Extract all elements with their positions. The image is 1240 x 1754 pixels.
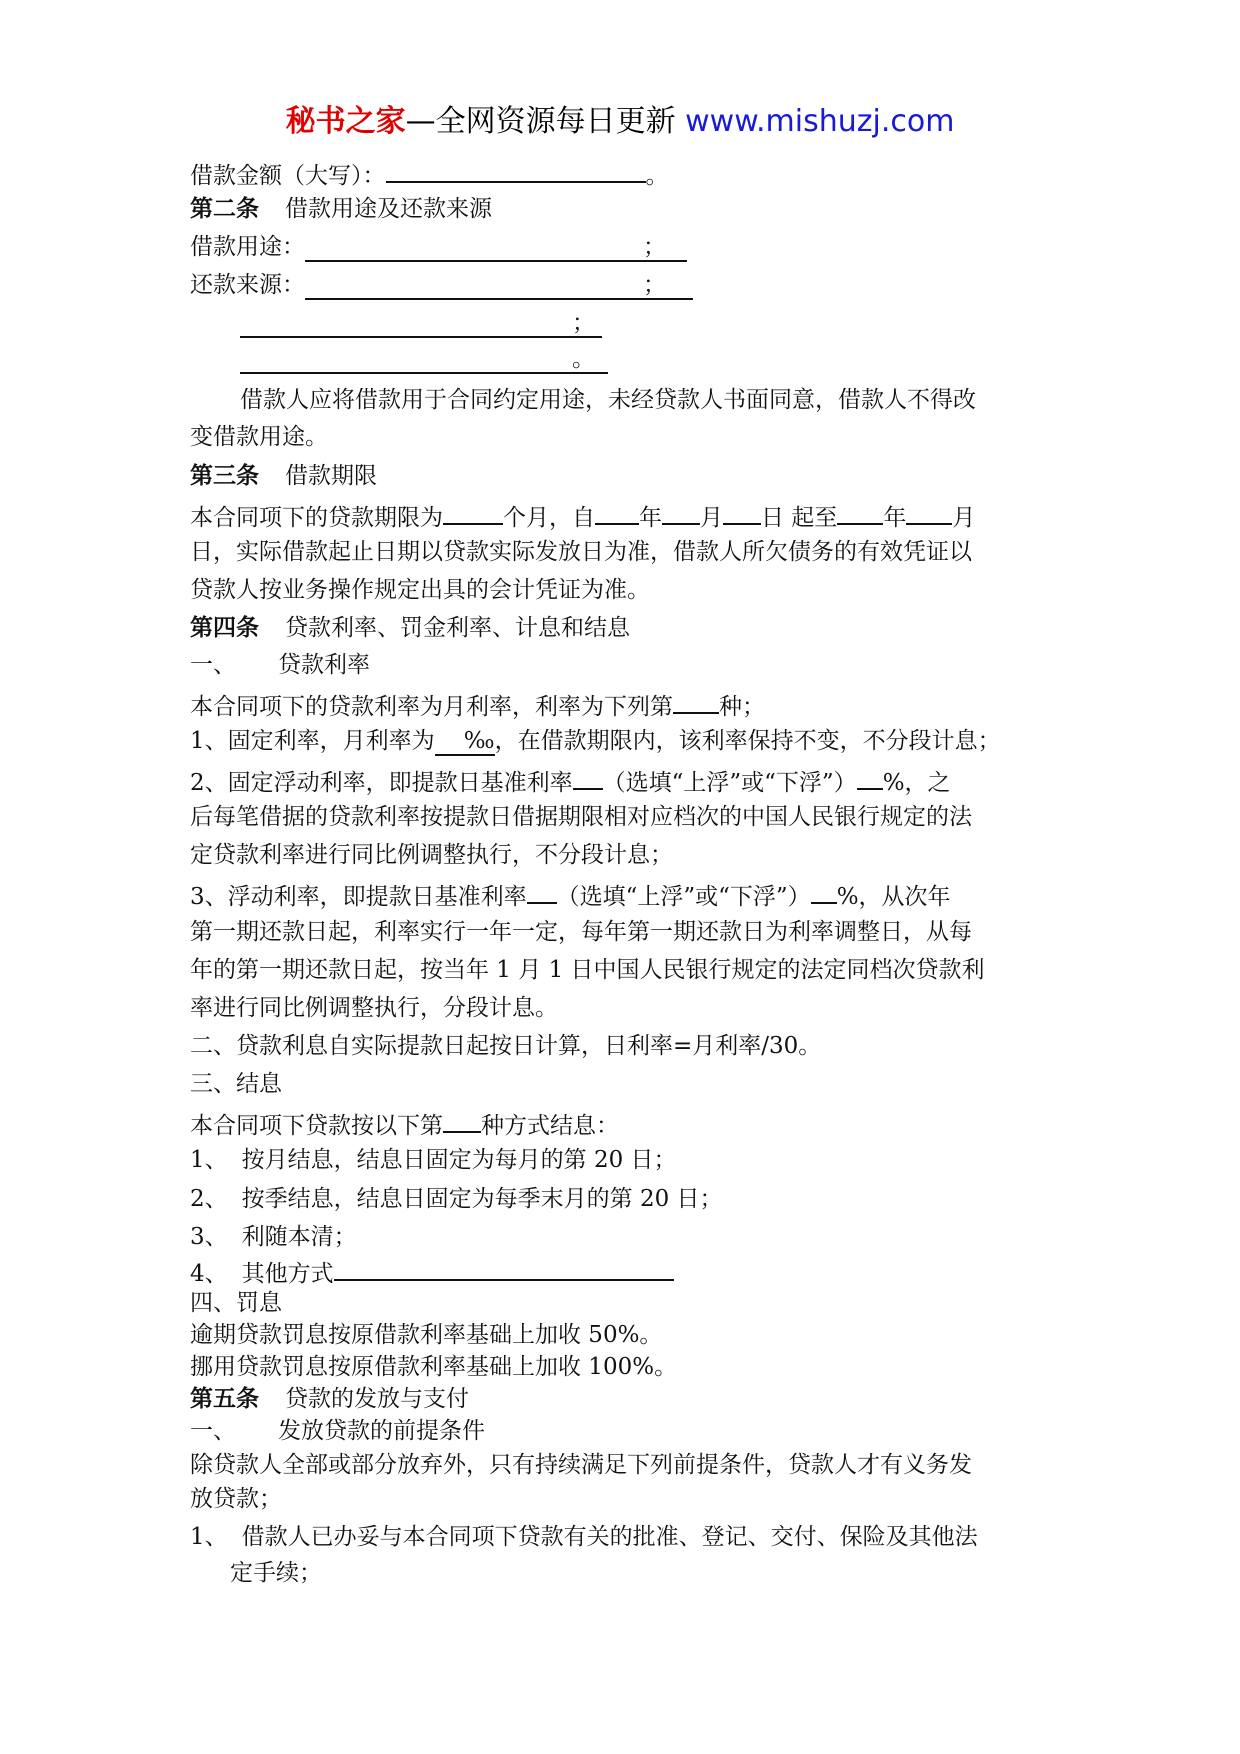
article-5-heading	[190, 1384, 469, 1414]
list-text: 借款人已办妥与本合同项下贷款有关的批准、登记、交付、保险及其他法	[241, 1524, 978, 1550]
permille-sign: ‰	[463, 728, 495, 754]
list-text: 利随本清；	[241, 1224, 357, 1250]
text: 本合同项下的贷款期限为	[190, 505, 443, 531]
repayment-source-line	[190, 270, 693, 300]
section-heading	[190, 1416, 485, 1446]
rate-choice-line	[190, 688, 765, 722]
list-number: 1、	[190, 1147, 228, 1173]
header-brand: 秘书之家	[285, 104, 406, 139]
paragraph-line: 日，实际借款起止日期以贷款实际发放日为准，借款人所欠债务的有效凭证以	[190, 539, 972, 565]
article-number: 第三条	[190, 462, 259, 489]
section-heading	[190, 650, 370, 680]
text: （选填“上浮”或“下浮”）	[602, 770, 857, 796]
text: 3、浮动利率，即提款日基准利率	[190, 884, 527, 910]
months-blank	[443, 499, 503, 525]
list-item	[190, 1255, 674, 1289]
loan-amount-blank	[386, 157, 646, 183]
loan-amount-label: 借款金额（大写）：	[190, 163, 386, 189]
article-number: 第二条	[190, 195, 259, 222]
text: 个月，自	[503, 505, 595, 531]
page-header	[0, 102, 1240, 142]
list-number: 3、	[190, 1224, 228, 1250]
start-day-blank	[723, 499, 761, 525]
list-item	[190, 1522, 978, 1552]
start-month-blank	[662, 499, 700, 525]
list-text: 按月结息，结息日固定为每月的第 20 日；	[241, 1147, 677, 1173]
article-title: 贷款的发放与支付	[285, 1386, 469, 1412]
text: %，之	[882, 770, 951, 796]
text: 月	[952, 505, 976, 531]
repayment-source-blank	[305, 272, 693, 300]
purpose-line	[190, 232, 687, 262]
article-title: 借款期限	[285, 463, 377, 489]
article-number: 第四条	[190, 614, 259, 641]
article-4-heading	[190, 613, 630, 643]
paragraph-line: 定贷款利率进行同比例调整执行，不分段计息；	[190, 842, 673, 868]
settlement-choice-line	[190, 1107, 619, 1141]
fixed-floating-line	[190, 764, 951, 798]
text: 种方式结息：	[481, 1113, 619, 1139]
text: 月	[700, 505, 723, 531]
monthly-rate-blank	[435, 728, 495, 756]
section-heading: 三、结息	[190, 1071, 282, 1097]
float-percent-blank	[857, 764, 883, 790]
section-number: 一、	[190, 1418, 236, 1444]
repayment-source-blank-2	[240, 308, 602, 338]
paragraph-line: 后每笔借据的贷款利率按提款日借据期限相对应档次的中国人民银行规定的法	[190, 804, 972, 830]
end-month-blank	[906, 499, 952, 525]
text: 日 起至	[761, 505, 838, 531]
text: （选填“上浮”或“下浮”）	[556, 884, 811, 910]
purpose-blank	[305, 234, 687, 262]
section-title: 贷款利率	[278, 652, 370, 678]
float-direction-blank	[527, 878, 557, 904]
text: ，在借款期限内，该利率保持不变，不分段计息；	[494, 728, 1001, 754]
list-number: 2、	[190, 1186, 228, 1212]
article-number: 第五条	[190, 1385, 259, 1412]
paragraph-line: 第一期还款日起，利率实行一年一定，每年第一期还款日为利率调整日，从每	[190, 919, 972, 945]
settlement-choice-blank	[443, 1107, 481, 1133]
rate-choice-blank	[673, 688, 719, 714]
paragraph-line: 率进行同比例调整执行，分段计息。	[190, 995, 558, 1021]
floating-rate-line	[190, 878, 951, 912]
list-number: 4、	[190, 1261, 228, 1287]
start-year-blank	[595, 499, 639, 525]
text: 年	[639, 505, 662, 531]
text: %，从次年	[836, 884, 951, 910]
text: 2、固定浮动利率，即提款日基准利率	[190, 770, 573, 796]
text: 本合同项下的贷款利率为月利率，利率为下列第	[190, 694, 673, 720]
paragraph-line: 逾期贷款罚息按原借款利率基础上加收 50%。	[190, 1322, 663, 1348]
text: 种；	[719, 694, 765, 720]
list-item	[190, 1222, 357, 1252]
article-title: 借款用途及还款来源	[285, 196, 492, 222]
repayment-source-label: 还款来源：	[190, 272, 305, 298]
list-number: 1、	[190, 1524, 228, 1550]
paragraph-line: 放贷款；	[190, 1486, 282, 1512]
repayment-source-blank-3	[240, 344, 608, 374]
list-item	[190, 1145, 677, 1175]
article-2-heading	[190, 194, 492, 224]
list-item	[190, 1184, 723, 1214]
punct: ；	[643, 272, 666, 298]
loan-amount-line	[190, 157, 669, 191]
article-3-heading	[190, 461, 377, 491]
punct: ；	[572, 310, 595, 336]
end-year-blank	[837, 499, 883, 525]
paragraph-line: 贷款人按业务操作规定出具的会计凭证为准。	[190, 577, 650, 603]
paragraph-line: 二、贷款利息自实际提款日起按日计算，日利率=月利率/30。	[190, 1033, 822, 1059]
text: 本合同项下贷款按以下第	[190, 1113, 443, 1139]
header-slogan: 全网资源每日更新	[435, 104, 686, 139]
punct: 。	[645, 163, 669, 189]
list-text: 按季结息，结息日固定为每季末月的第 20 日；	[241, 1186, 723, 1212]
fixed-rate-line	[190, 726, 1001, 756]
paragraph-line: 定手续；	[230, 1560, 322, 1586]
section-number: 一、	[190, 652, 236, 678]
paragraph-line: 变借款用途。	[190, 424, 328, 450]
paragraph-line: 除贷款人全部或部分放弃外，只有持续满足下列前提条件，贷款人才有义务发	[190, 1452, 972, 1478]
paragraph-line: 挪用贷款罚息按原借款利率基础上加收 100%。	[190, 1354, 678, 1380]
punct: ；	[643, 234, 666, 260]
header-url[interactable]: www.mishuzj.com	[685, 104, 955, 139]
paragraph-line: 年的第一期还款日起，按当年 1 月 1 日中国人民银行规定的法定同档次贷款利	[190, 957, 985, 983]
text: 1、固定利率，月利率为	[190, 728, 435, 754]
header-dash: —	[405, 104, 436, 139]
float-direction-blank	[573, 764, 603, 790]
other-method-blank	[334, 1255, 674, 1281]
section-heading: 四、罚息	[190, 1290, 282, 1316]
punct: 。	[572, 346, 595, 372]
loan-term-line	[190, 499, 975, 533]
article-title: 贷款利率、罚金利率、计息和结息	[285, 615, 630, 641]
float-percent-blank	[811, 878, 837, 904]
paragraph-line: 借款人应将借款用于合同约定用途，未经贷款人书面同意，借款人不得改	[240, 387, 976, 413]
purpose-label: 借款用途：	[190, 234, 305, 260]
section-title: 发放贷款的前提条件	[278, 1418, 485, 1444]
list-text: 其他方式	[241, 1261, 334, 1287]
text: 年	[883, 505, 907, 531]
